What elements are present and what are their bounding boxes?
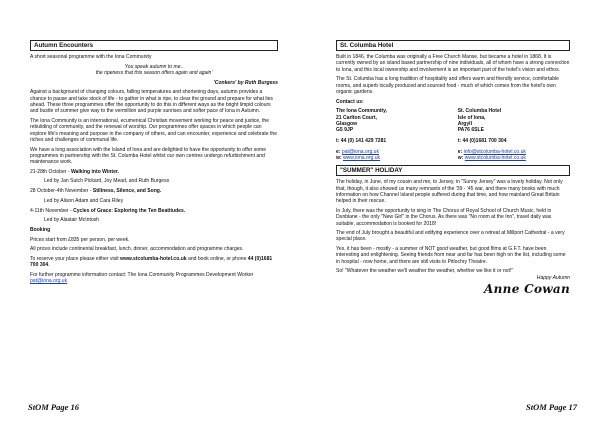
booking-heading: Booking bbox=[30, 226, 51, 233]
hotel-hospitality-paragraph: The St. Columba has a long tradition of hospitality and offers warm and friendly service, comfortable rooms, and superb locally produced and sourced food - much of which comes from the hotel's own organic gardens. bbox=[336, 76, 559, 95]
contact-line: Isle of Iona, bbox=[457, 114, 486, 121]
quote-credit: 'Conkers' by Ruth Burgess bbox=[213, 79, 278, 86]
inclusive-text: All prices include continental breakfast, lunch, dinner, accommodation and programme charges. bbox=[30, 246, 244, 253]
happy-autumn-signoff: Happy Autumn bbox=[536, 274, 570, 281]
hotel-phone: 44 (0)1681 700 304 bbox=[30, 255, 273, 269]
event-stillness-silence-song bbox=[30, 188, 278, 194]
contact-line: St. Columba Hotel bbox=[457, 108, 502, 115]
web-label: w: bbox=[336, 155, 344, 162]
association-paragraph: We have a long association with the Island of Iona and are delighted to have the opportunity to offer some programmes in partnership with the St. Columba Hotel whilst our own centres undergo refurbishment and maintenance work. bbox=[30, 146, 267, 166]
page-number-right: StOM Page 17 bbox=[526, 402, 577, 412]
contact-phone: t: 44 (0)1681 700 304 bbox=[457, 138, 507, 145]
reserve-text-part: To reserve your place please either visit bbox=[30, 255, 121, 262]
jersey-paragraph: The holiday, in June, of my cousin and me, to Jersey, in "Sunny Jersey" was a lovely holiday. Not only that, though, it also showed us many remnants of the '39 - '45 war, and there many books with much information on how Channel Island people suffered during that time, and how mainland Great Britain helped in their rescue. bbox=[336, 179, 563, 205]
chorus-paragraph: In July, there was the opportunity to sing in The Chorus of Royal School of Church Music, held in Dunblane - the only "New Girl" in the Chorus. As there was "No room at the Inn", travel daily was suitable, accommodation is booked for 2018! bbox=[336, 207, 552, 227]
quote-line-2: the ripeness that this season offers again and again' bbox=[95, 69, 213, 76]
contact-line: Argyll bbox=[457, 120, 472, 127]
contact-web-row bbox=[458, 155, 570, 161]
event-date: 4-11th November - bbox=[30, 207, 74, 214]
contact-line: PA76 6SLE bbox=[457, 127, 484, 134]
event-date: 21-28th October - bbox=[30, 168, 71, 175]
event-title: Walking into Winter. bbox=[70, 168, 119, 175]
autumn-paragraph: Against a background of changing colours, falling temperatures and shortening days, autumn provides a chance to pause and take stock of life - to gather in what is ripe, to clear the ground and prepare for what lies ahead. These three programmes offer the opportunity to do this in different ways as the bright limpid colours and bustle of summer give way to the vermillion and purple sunrises and softer pace of Iona in Autumn. bbox=[30, 89, 273, 115]
hotel-email-link[interactable]: info@stcolumba-hotel.co.uk bbox=[463, 148, 526, 155]
further-info-part: For further programme information contact: The Iona Community Programmes Development Worker bbox=[30, 271, 254, 278]
iona-community-paragraph: The Iona Community is an international, ecumenical Christian movement working for peace and justice, the rebuilding of community, and the renewal of worship. Our programmes offer spaces in which people can explore life's meaning and purpose in the company of others, and can encounter, experience and celebrate the riches and challenges of communal life. bbox=[30, 117, 278, 143]
contact-iona-community bbox=[336, 108, 448, 161]
event-cycles-of-grace bbox=[30, 208, 278, 214]
weather-paragraph: Yes, it has been - mostly - a summer of NOT good weather, but good films at G.F.T. have been interesting and enlightening. Seeing friends from near and far has been high on the list, including some in hospital - now home, and there are still visits to Pitlochry Theatre. bbox=[336, 246, 566, 265]
reserve-text bbox=[30, 256, 278, 269]
hotel-website-link[interactable]: www.stcolumba-hotel.co.uk bbox=[120, 255, 187, 262]
email-label: e: bbox=[457, 148, 464, 155]
contact-phone: t: 44 (0) 141 429 7281 bbox=[336, 138, 387, 145]
event-leaders: Led by Jan Sutch Pickard, Joy Mead, and Ruth Burgess bbox=[44, 178, 170, 185]
programme-email-link[interactable]: pat@iona.org.uk bbox=[30, 278, 68, 285]
left-column bbox=[30, 40, 278, 288]
contact-line: Glasgow bbox=[336, 120, 358, 127]
event-title: Stillness, Silence, and Song. bbox=[92, 188, 162, 195]
hotel-history-paragraph: Built in 1846, the Columba was originally a Free Church Manse, but became a hotel in 1868. It is currently owned by an island based partnership of nine individuals, all of whom have a strong connection to Iona, and this local ownership and involvement is an important part of the hotel's vision and ethos. bbox=[336, 54, 570, 73]
hotel-website-link[interactable]: www.stcolumba-hotel.co.uk bbox=[464, 155, 526, 162]
prices-text: Prices start from £835 per person, per week. bbox=[30, 236, 130, 243]
contact-st-columba-hotel bbox=[458, 108, 570, 161]
quote-line-1: You speak autumn to me.. bbox=[124, 63, 184, 70]
contact-heading: Contact us: bbox=[336, 98, 364, 105]
event-title: Cycles of Grace: Exploring the Ten Beatitudes. bbox=[73, 207, 186, 214]
web-label: w: bbox=[457, 155, 465, 162]
event-date: 28 October-4th November - bbox=[30, 188, 93, 195]
contact-block bbox=[336, 108, 570, 161]
summer-holiday-header: "SUMMER" HOLIDAY bbox=[336, 165, 570, 176]
further-info-text bbox=[30, 272, 278, 285]
contact-line: The Iona Community, bbox=[336, 108, 387, 115]
page-number-left: StOM Page 16 bbox=[28, 402, 79, 412]
iona-website-link[interactable]: www.iona.org.uk bbox=[343, 155, 381, 162]
contact-line: 21 Carlton Court, bbox=[336, 114, 377, 121]
autumn-encounters-header: Autumn Encounters bbox=[30, 40, 278, 51]
iona-email-link[interactable]: pat@iona.org.uk bbox=[341, 148, 380, 155]
signature-anne-cowan: Anne Cowan bbox=[484, 282, 570, 297]
event-walking-into-winter bbox=[30, 169, 278, 175]
intro-text: A short seasonal programme with the Iona Community bbox=[30, 54, 152, 60]
email-label: e: bbox=[336, 148, 342, 155]
right-column bbox=[336, 40, 570, 296]
reserve-text-part: . bbox=[48, 262, 50, 269]
st-columba-hotel-header: St. Columba Hotel bbox=[336, 40, 570, 51]
reserve-text-part: and book online, or phone bbox=[186, 255, 248, 262]
closing-quote: So! "Whatever the weather we'll weather the weather, whether we like it or not!" bbox=[336, 268, 514, 275]
millport-paragraph: The end of July brought a beautiful and edifying experience over a retreat at Millport Cathedral - a very special place. bbox=[336, 230, 565, 243]
contact-line: G5 9JP bbox=[336, 127, 354, 134]
contact-web-row bbox=[336, 155, 448, 161]
event-leaders: Led by Alison Adam and Cara Riley bbox=[44, 197, 124, 204]
event-leaders: Led by Alastair McIntosh bbox=[44, 217, 99, 224]
